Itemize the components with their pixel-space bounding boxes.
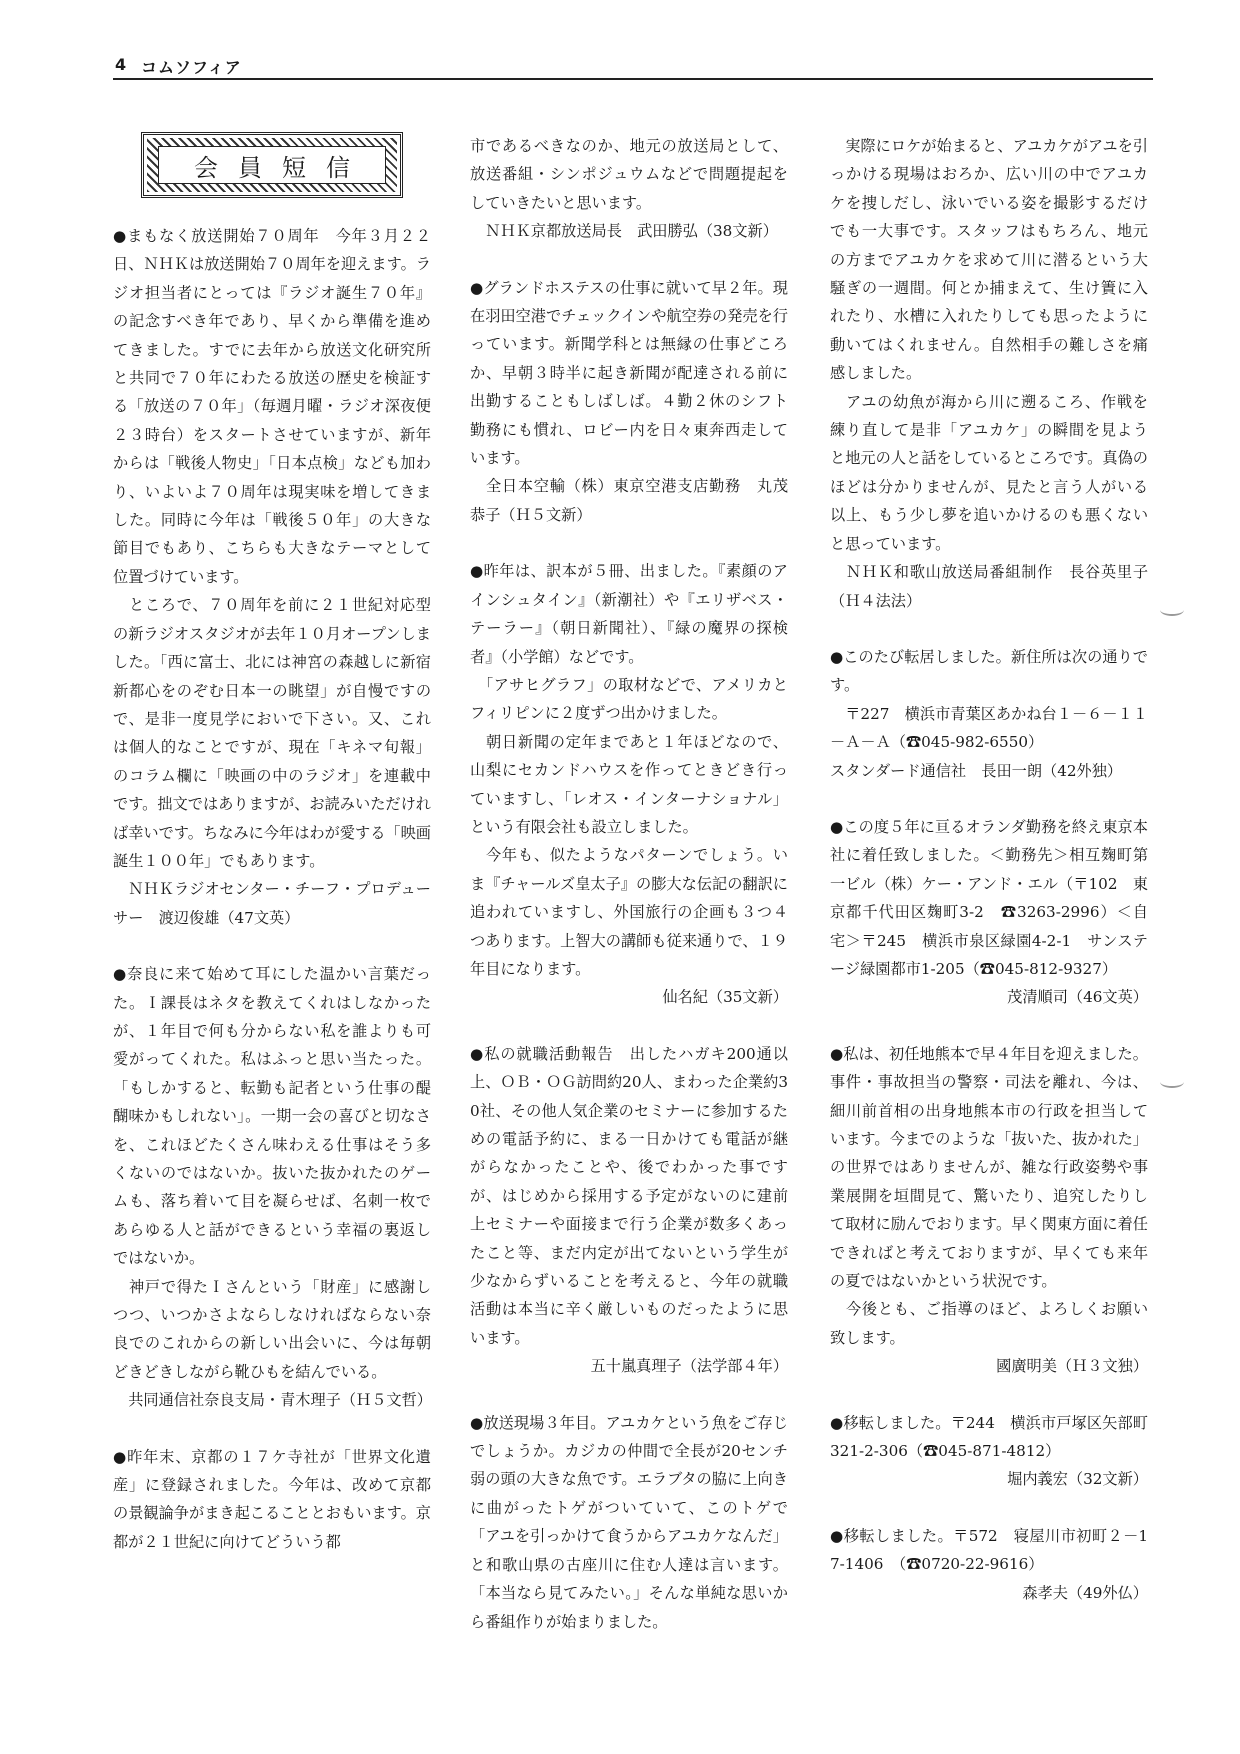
- entry-paragraph: 今後とも、ご指導のほど、よろしくお願い致します。: [830, 1300, 1148, 1347]
- section-heading-box: [141, 132, 403, 198]
- entry-paragraph: ●グランドホステスの仕事に就いて早２年。現在羽田空港でチェックインや航空券の発売を行っています。新聞学科とは無縁の仕事どころか、早朝３時半に起き新聞が配達される前に出勤することもしばしば。４勤２休のシフト勤務にも慣れ、ロビー内を日々東奔西走しています。: [470, 278, 788, 468]
- entry-paragraph: ●私の就職活動報告 出したハガキ200通以上、ＯＢ・ＯＧ訪問約20人、まわった企業約30社、その他人気企業のセミナーに参加するための電話予約に、まる一日かけても電話が継がらなかったことや、後でわかった事ですが、はじめから採用する予定がないのに建前上セミナーや面接まで行う企業が数多くあったこと等、まだ内定が出てないという学生が少なからずいることを考えると、今年の就職活動は本当に辛く厳しいものだったように思います。: [470, 1044, 788, 1347]
- entry-signature: 森孝夫（49外仏）: [1022, 1583, 1148, 1602]
- entry-signature: 堀内義宏（32文新）: [1007, 1470, 1148, 1489]
- entry-signature: 五十嵐真理子（法学部４年）: [590, 1357, 788, 1376]
- entry-paragraph: 実際にロケが始まると、アユカケがアユを引っかける現場はおろか、広い川の中でアユカケを捜しだし、泳いでいる姿を撮影するだけでも一大事です。スタッフはもちろん、地元の方までアユカケを求めて川に潜るという大騒ぎの一週間。何とか捕まえて、生け簀に入れたり、水槽に入れたりしても思ったように動いてはくれません。自然相手の難しさを痛感しました。: [830, 137, 1148, 383]
- entry-paragraph: ●昨年は、訳本が５冊、出ました。『素顔のアインシュタイン』（新潮社）や『エリザベス・テーラー』（朝日新聞社）、『緑の魔界の探検者』（小学館）などです。: [470, 562, 788, 666]
- entry-paragraph: ●この度５年に亘るオランダ勤務を終え東京本社に着任致しました。＜勤務先＞相互麹町第一ビル（株）ケー・アンド・エル（〒102 東京都千代田区麹町3-2 ☎3263-2996）＜自宅＞〒245 横浜市泉区緑園4-2-1 サンステージ緑園都市1-205（☎045-812-9327）: [830, 817, 1148, 978]
- entry-paragraph: ●奈良に来て始めて耳にした温かい言葉だった。Ｉ課長はネタを教えてくれはしなかったが、１年目で何も分からない私を誰よりも可愛がってくれた。私はふっと思い当たった。「もしかすると、転勤も記者という仕事の醍醐味かもしれない」。一期一会の喜びと切なさを、これほどたくさん味わえる仕事はそう多くないのではないか。抜いた抜かれたのゲームも、落ち着いて目を凝らせば、名刺一枚であらゆる人と話ができるという幸福の裏返しではないか。: [113, 965, 431, 1268]
- entry-paragraph: 「アサヒグラフ」の取材などで、アメリカとフィリピンに２度ずつ出かけました。: [470, 675, 788, 723]
- entry-paragraph: ●このたび転居しました。新住所は次の通りです。: [830, 647, 1148, 695]
- entry-signature: ＮＨＫ和歌山放送局番組制作 長谷英里子（Ｈ４法法）: [830, 563, 1148, 610]
- entry-paragraph: ●昨年末、京都の１７ケ寺社が「世界文化遺産」に登録されました。今年は、改めて京都の景観論争がまき起こることとおもいます。京都が２１世紀に向けてどういう都: [113, 1447, 431, 1551]
- scan-mark: [1160, 1076, 1184, 1088]
- entry-paragraph: ●放送現場３年目。アユカケという魚をご存じでしょうか。カジカの仲間で全長が20センチ弱の頭の大きな魚です。エラブタの脇に上向きに曲がったトゲがついていて、このトゲで「アユを引っかけて食うからアユカケなんだ」と和歌山県の古座川に住む人達は言います。「本当なら見てみたい。」そんな単純な思いから番組作りが始まりました。: [470, 1413, 788, 1631]
- entry-paragraph: 朝日新聞の定年まであと１年ほどなので、山梨にセカンドハウスを作ってときどき行っていますし、「レオス・インターナショナル」という有限会社も設立しました。: [470, 732, 788, 836]
- entry-signature: ＮＨＫラジオセンター・チーフ・プロデューサー 渡辺俊雄（47文英）: [113, 880, 431, 927]
- entry-paragraph: ●まもなく放送開始７０周年 今年３月２２日、ＮＨＫは放送開始７０周年を迎えます。ラジオ担当者にとっては『ラジオ誕生７０年』の記念すべき年であり、早くから準備を進めてきました。すでに去年から放送文化研究所と共同で７０年にわたる放送の歴史を検証する「放送の７０年」（毎週月曜・ラジオ深夜便２３時台）をスタートさせていますが、新年からは「戦後人物史」「日本点検」なども加わり、いよいよ７０周年は現実味を増してきました。同時に今年は「戦後５０年」の大きな節目でもあり、こちらも大きなテーマとして位置づけています。: [113, 227, 431, 586]
- entry-address: 〒227 横浜市青葉区あかね台１－６－１１－Ａ－Ａ（☎045-982-6550）: [830, 704, 1148, 752]
- entry-paragraph: 神戸で得たＩさんという「財産」に感謝しつつ、いつかさよならしなければならない奈良でのこれからの新しい出会いに、今は毎朝どきどきしながら靴ひもを結んでいる。: [113, 1277, 431, 1381]
- entry-signature: 共同通信社奈良支局・青木理子（Ｈ５文哲）: [113, 1391, 432, 1410]
- column-1: [113, 132, 431, 1556]
- entry-signature: スタンダード通信社 長田一朗（42外独）: [830, 761, 1123, 780]
- section-heading-inner: [158, 146, 386, 184]
- entry-paragraph: 市であるべきなのか、地元の放送局として、放送番組・シンポジュウムなどで問題提起をしていきたいと思います。: [470, 137, 788, 212]
- publication-title: コムソフィア: [141, 58, 242, 77]
- page-header: [113, 52, 1153, 80]
- entry-signature: ＮＨＫ京都放送局長 武田勝弘（38文新）: [470, 222, 778, 241]
- entry-paragraph: ●移転しました。〒244 横浜市戸塚区矢部町321-2-306（☎045-871-4812）: [830, 1413, 1148, 1461]
- entry-signature: 茂清順司（46文英）: [1007, 988, 1148, 1007]
- entry-paragraph: ●移転しました。〒572 寝屋川市初町２－17-1406 （☎0720-22-9616）: [830, 1526, 1148, 1574]
- page-number: 4: [115, 55, 127, 74]
- entry-paragraph: アユの幼魚が海から川に遡るころ、作戦を練り直して是非「アユカケ」の瞬間を見ようと地元の人と話をしているところです。真偽のほどは分かりませんが、見たと言う人がいる以上、もう少し夢を追いかけるのも悪くないと思っています。: [830, 392, 1148, 553]
- column-3: [830, 132, 1148, 1607]
- entry-paragraph: ●私は、初任地熊本で早４年目を迎えました。事件・事故担当の警察・司法を離れ、今は、細川前首相の出身地熊本市の行政を担当しています。今までのような「抜いた、抜かれた」の世界ではありませんが、雑な行政姿勢や事業展開を垣間見て、驚いたり、追究したりして取材に励んでおります。早く関東方面に着任できればと考えておりますが、早くても来年の夏ではないかという状況です。: [830, 1044, 1148, 1291]
- scan-mark: [1160, 604, 1184, 616]
- entry-paragraph: 今年も、似たようなパターンでしょう。いま『チャールズ皇太子』の膨大な伝記の翻訳に追われていますし、外国旅行の企画も３つ４つあります。上智大の講師も従来通りで、１９年目になります。: [470, 846, 788, 978]
- entry-signature: 仙名紀（35文新）: [662, 988, 788, 1007]
- section-heading: 会員短信: [194, 153, 370, 182]
- entry-paragraph: ところで、７０周年を前に２１世紀対応型の新ラジオスタジオが去年１０月オープンしました。「西に富士、北には神宮の森越しに新宿新都心をのぞむ日本一の眺望」が自慢ですので、是非一度見学においで下さい。又、これは個人的なことですが、現在「キネマ旬報」のコラム欄に「映画の中のラジオ」を連載中です。拙文ではありますが、お読みいただければ幸いです。ちなみに今年はわが愛する「映画誕生１００年」でもあります。: [113, 596, 431, 870]
- column-2: [470, 132, 788, 1636]
- entry-signature: 全日本空輸（株）東京空港支店勤務 丸茂恭子（Ｈ５文新）: [470, 477, 788, 524]
- entry-signature: 國廣明美（Ｈ３文独）: [996, 1357, 1148, 1376]
